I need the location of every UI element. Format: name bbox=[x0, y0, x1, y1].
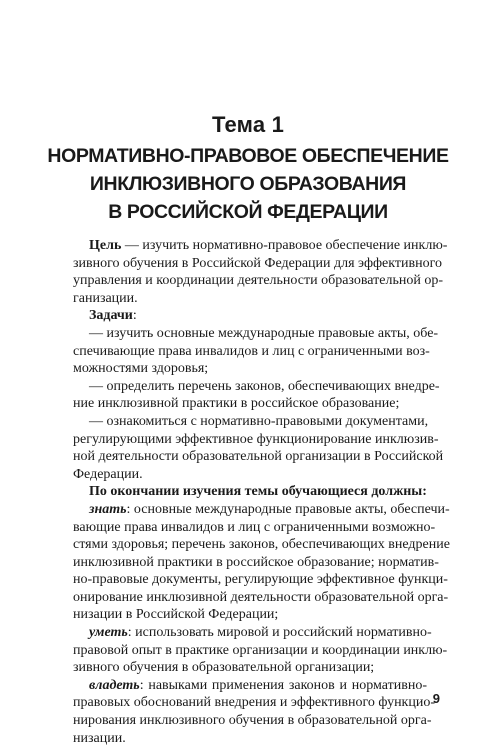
goal-text-line: зивного обучения в Российской Федерации для эффективного bbox=[73, 255, 442, 271]
topic-title bbox=[30, 142, 466, 226]
can-label: уметь bbox=[89, 625, 128, 641]
outcomes-heading: По окончании изучения темы обучающиеся должны: bbox=[89, 484, 427, 500]
know-label: знать bbox=[89, 501, 127, 517]
goal-text-line: — изучить нормативно-правовое обеспечение инклю- bbox=[121, 238, 448, 253]
topic-title-line: В РОССИЙСКОЙ ФЕДЕРАЦИИ bbox=[108, 201, 388, 223]
task-item: — ознакомиться с нормативно-правовыми документами, регулирующими эффективное функционирование инклюзив- ной деятельности образовательной организации в Российской Федерации. bbox=[73, 413, 444, 482]
task-item: — определить перечень законов, обеспечивающих внедре- ние инклюзивной практики в российское образование; bbox=[73, 378, 440, 412]
goal-text-line: ганизации. bbox=[73, 290, 138, 306]
outcome-master: владеть: навыками применения законов и нормативно- правовых обоснований внедрения и эффективного функцио- нирования инклюзивного обучения в образовательной орга- низации. bbox=[73, 677, 436, 746]
goal-text-line: управления и координации деятельности образовательной ор- bbox=[73, 273, 444, 289]
topic-title-line: НОРМАТИВНО-ПРАВОВОЕ ОБЕСПЕЧЕНИЕ bbox=[47, 145, 449, 167]
tasks-label: Задачи bbox=[89, 308, 133, 324]
topic-title-line: ИНКЛЮЗИВНОГО ОБРАЗОВАНИЯ bbox=[89, 173, 407, 195]
outcome-can: уметь: использовать мировой и российский нормативно- правовой опыт в практике организации и координации инклю- зивного обучения в образовательной организации; bbox=[73, 625, 448, 676]
master-label: владеть bbox=[89, 677, 140, 693]
tasks-heading: Задачи: bbox=[89, 308, 137, 324]
task-item: — изучить основные международные правовые акты, обе- спечивающие права инвалидов и лиц с ограниченными воз- можностями здоровья; bbox=[73, 325, 439, 377]
outcome-know: знать: основные международные правовые акты, обеспечи- вающие права инвалидов и лиц с ограниченными возможно- стями здоровья; перечень законов, обеспечивающих внедрение инклюзивной практики в российское образование; норматив- но-правовые документы, регулирующие эффективное функци- онирование инклюзивной деятельности образовательной орга- низации в Российской Федерации; bbox=[73, 501, 450, 623]
page-number: 9 bbox=[432, 691, 440, 706]
topic-label: Тема 1 bbox=[211, 112, 285, 137]
goal-label: Цель bbox=[89, 238, 122, 253]
goal-paragraph bbox=[73, 237, 448, 307]
body-text bbox=[73, 237, 450, 747]
